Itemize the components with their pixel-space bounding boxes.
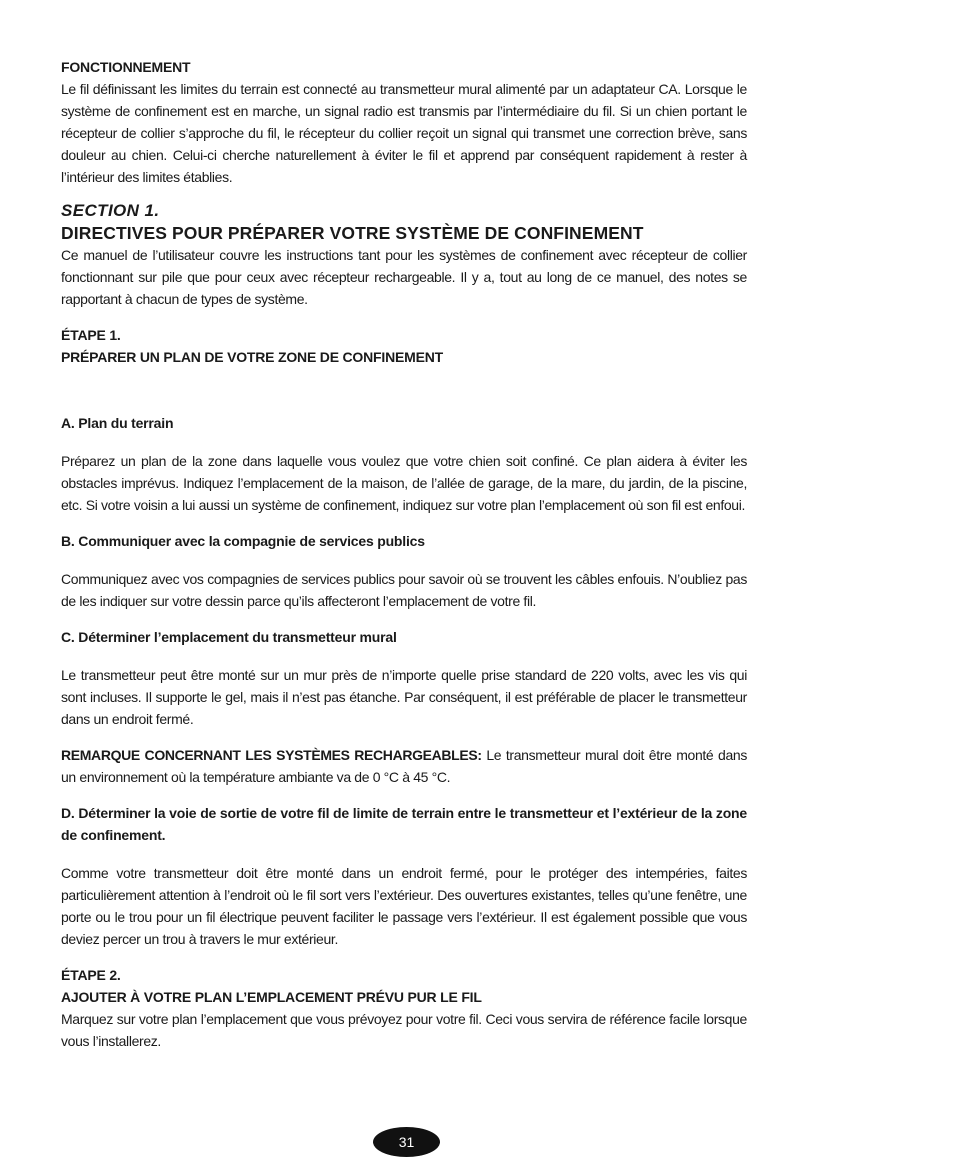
subsection-d-body: Comme votre transmetteur doit être monté dans un endroit fermé, pour le protéger des intempéries, faites particulièrement attention à l’endroit où le fil sort vers l’extérieur. Des ouvertures existantes, telles qu’une fenêtre, une porte ou le trou pour un fil électrique peuvent faciliter le passage vers l’extérieur. Il est également possible que vous deviez percer un trou à travers le mur extérieur. <box>61 865 747 947</box>
note-body: Le transmetteur mural doit être monté dans un environnement où la température ambiante va de 0 °C à 45 °C. <box>61 747 748 785</box>
section-body: Ce manuel de l’utilisateur couvre les instructions tant pour les systèmes de confinement avec récepteur de collier fonctionnant sur pile que pour ceux avec récepteur rechargeable. Il y a, tout au long de ce manuel, des notes se rapportant à chacun de types de système. <box>61 247 747 307</box>
section-title: DIRECTIVES POUR PRÉPARER VOTRE SYSTÈME DE CONFINEMENT <box>61 223 644 243</box>
step1-label: ÉTAPE 1. <box>61 327 121 343</box>
subsection-d-heading: D. Déterminer la voie de sortie de votre fil de limite de terrain entre le transmetteur et l’extérieur de la zone de confinement. <box>61 805 747 843</box>
section-label: SECTION 1. <box>61 201 160 220</box>
step2-body: Marquez sur votre plan l’emplacement que vous prévoyez pour votre fil. Ceci vous servira de référence facile lorsque vous l’installerez. <box>61 1011 747 1049</box>
rechargeable-note <box>61 744 747 788</box>
step1-title: PRÉPARER UN PLAN DE VOTRE ZONE DE CONFINEMENT <box>61 349 443 365</box>
page-number: 31 <box>373 1127 440 1157</box>
page-content <box>61 56 747 1052</box>
subsection-b-heading: B. Communiquer avec la compagnie de services publics <box>61 533 425 549</box>
subsection-a-body: Préparez un plan de la zone dans laquelle vous voulez que votre chien soit confiné. Ce plan aidera à éviter les obstacles imprévus. Indiquez l’emplacement de la maison, de l’allée de garage, de la mare, du jardin, de la piscine, etc. Si votre voisin a lui aussi un système de confinement, indiquez sur votre plan l’emplacement où son fil est enfoui. <box>61 453 747 513</box>
subsection-c-body: Le transmetteur peut être monté sur un mur près de n’importe quelle prise standard de 220 volts, avec les vis qui sont incluses. Il supporte le gel, mais il n’est pas étanche. Par conséquent, il est préférable de placer le transmetteur dans un endroit fermé. <box>61 667 747 727</box>
subsection-b-body: Communiquez avec vos compagnies de services publics pour savoir où se trouvent les câbles enfouis. N’oubliez pas de les indiquer sur votre dessin parce qu’ils affecteront l’emplacement de votre fil. <box>61 571 747 609</box>
subsection-a-heading: A. Plan du terrain <box>61 415 174 431</box>
step2-title: AJOUTER À VOTRE PLAN L’EMPLACEMENT PRÉVU PUR LE FIL <box>61 989 482 1005</box>
step2-label: ÉTAPE 2. <box>61 967 121 983</box>
note-label: REMARQUE CONCERNANT LES SYSTÈMES RECHARGEABLES: <box>61 747 482 763</box>
subsection-c-heading: C. Déterminer l’emplacement du transmetteur mural <box>61 629 397 645</box>
fonctionnement-body: Le fil définissant les limites du terrain est connecté au transmetteur mural alimenté par un adaptateur CA. Lorsque le système de confinement est en marche, un signal radio est transmis par l’intermédiaire du fil. Si un chien portant le récepteur de collier s’approche du fil, le récepteur du collier reçoit un signal qui transmet une correction brève, sans douleur au chien. Celui-ci cherche naturellement à éviter le fil et apprend par conséquent rapidement à rester à l’intérieur des limites établies. <box>61 81 747 185</box>
fonctionnement-heading: FONCTIONNEMENT <box>61 59 191 75</box>
